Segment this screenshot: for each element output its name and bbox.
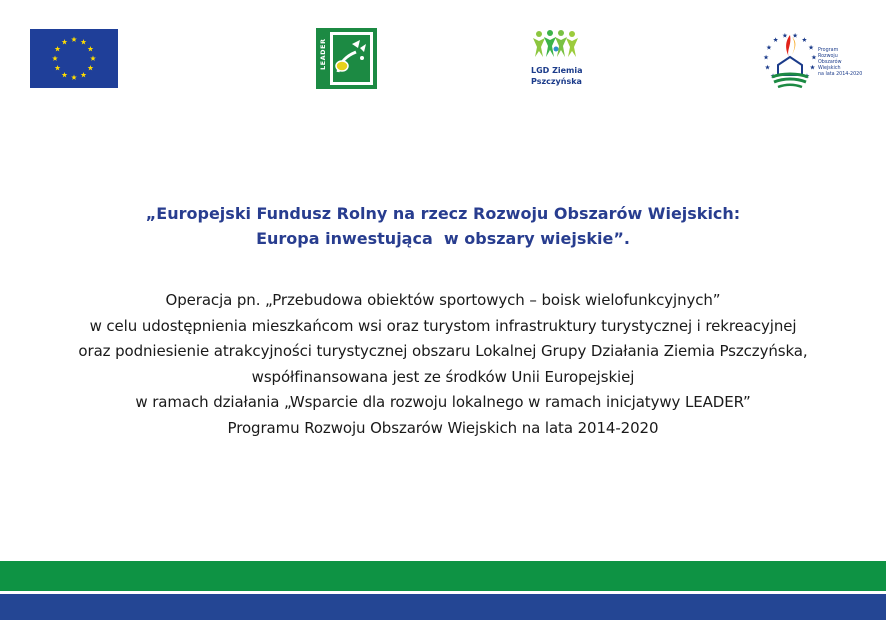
prow-text-line: Rozwoju [818, 54, 838, 59]
prow-logo [760, 29, 863, 89]
body-line: w celu udostępnienia mieszkańcom wsi oraz turystom infrastruktury turystycznej i rekreacyjnej [89, 316, 797, 335]
body-line: Operacja pn. „Przebudowa obiektów sportowych – boisk wielofunkcyjnych” [165, 291, 721, 309]
prow-star [809, 45, 814, 50]
leader-logo-icon [316, 28, 377, 89]
prow-text-line: Obszarów [818, 60, 842, 65]
prow-text [818, 48, 862, 78]
body-line: Programu Rozwoju Obszarów Wiejskich na lata 2014-2020 [227, 418, 659, 437]
prow-text-line: Wiejskich [818, 66, 841, 71]
prow-text-line: Program [818, 48, 839, 53]
prow-star [765, 65, 770, 70]
body-line: w ramach działania „Wsparcie dla rozwoju lokalnego w ramach inicjatywy LEADER” [135, 393, 751, 411]
prow-star [782, 33, 787, 38]
body-paragraph [0, 288, 886, 441]
prow-star [764, 55, 769, 60]
lgd-name: LGD Ziemia Pszczyńska [531, 66, 583, 86]
prow-star [802, 37, 807, 42]
eu-flag-icon [30, 29, 118, 88]
prow-star [773, 37, 778, 42]
lgd-logo [527, 29, 589, 91]
page-heading [0, 201, 886, 251]
prow-star [766, 45, 771, 50]
lgd-people-icon [531, 29, 581, 59]
prow-star [810, 65, 815, 70]
body-line: współfinansowana jest ze środków Unii Europejskiej [251, 367, 635, 386]
footer-blue-band [0, 594, 886, 620]
heading-line-2: Europa inwestująca w obszary wiejskie”. [256, 229, 630, 248]
prow-star [793, 33, 798, 38]
prow-star [811, 55, 816, 60]
prow-text-line: na lata 2014-2020 [818, 72, 863, 77]
body-line: oraz podniesienie atrakcyjności turystycznej obszaru Lokalnej Grupy Działania Ziemia Pszczyńska, [78, 342, 808, 360]
heading-line-1: „Europejski Fundusz Rolny na rzecz Rozwoju Obszarów Wiejskich: [145, 204, 741, 223]
leader-word: LEADER [319, 38, 327, 70]
prow-emblem-icon [762, 29, 818, 89]
footer-green-band [0, 561, 886, 591]
